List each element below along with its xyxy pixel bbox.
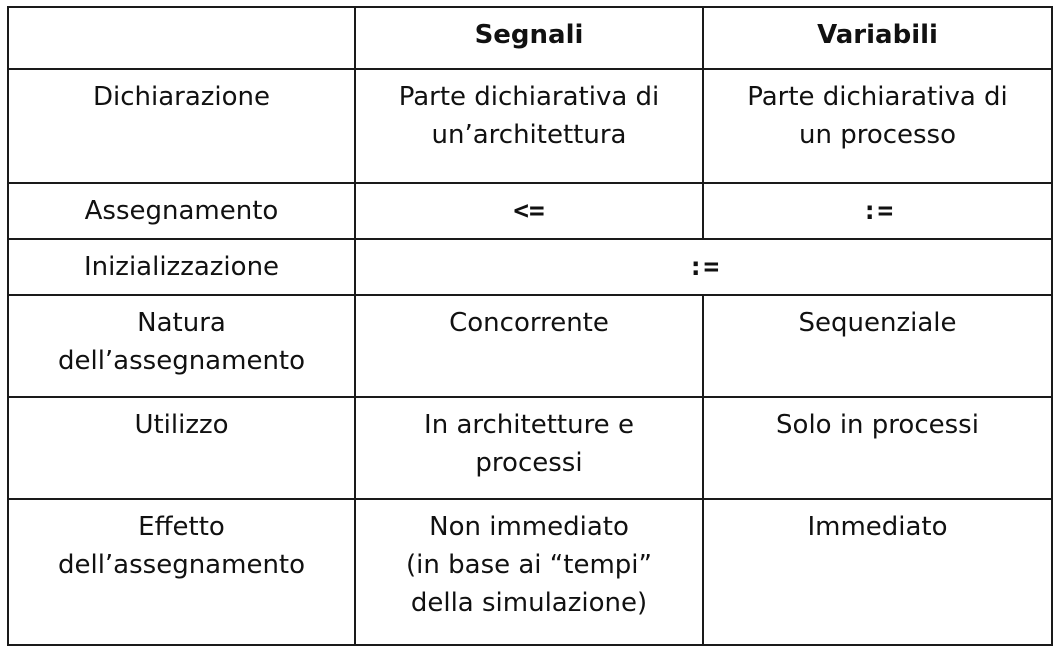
signals-effetto-line-3: della simulazione) [410, 588, 648, 618]
both-inizializzazione [355, 239, 1052, 295]
row-assegnamento [8, 183, 1052, 239]
signals-effetto [355, 499, 703, 645]
label-effetto-line-1: Effetto [138, 512, 225, 542]
signals-dichiarazione-line-1: Parte dichiarativa di [398, 82, 660, 112]
init-operator: := [687, 252, 720, 282]
label-natura [8, 295, 355, 397]
header-signals: Segnali [355, 7, 703, 69]
row-utilizzo [8, 397, 1052, 499]
variables-utilizzo: Solo in processi [703, 397, 1052, 499]
label-inizializzazione: Inizializzazione [8, 239, 355, 295]
signals-utilizzo-line-2: processi [475, 448, 583, 478]
variables-effetto: Immediato [703, 499, 1052, 645]
variables-dichiarazione-line-2: un processo [798, 120, 957, 150]
label-effetto [8, 499, 355, 645]
row-natura [8, 295, 1052, 397]
header-row [8, 7, 1052, 69]
row-effetto [8, 499, 1052, 645]
signals-effetto-line-1: Non immediato [429, 512, 629, 542]
label-natura-line-1: Natura [137, 308, 226, 338]
signals-natura: Concorrente [355, 295, 703, 397]
header-variables: Variabili [703, 7, 1052, 69]
label-utilizzo: Utilizzo [8, 397, 355, 499]
label-natura-line-2: dell’assegnamento [57, 346, 306, 376]
signals-assegnamento [355, 183, 703, 239]
variables-dichiarazione [703, 69, 1052, 183]
signal-assign-operator: <= [513, 196, 545, 226]
signals-effetto-line-2: (in base ai “tempi” [406, 550, 652, 580]
corner-cell [8, 7, 355, 69]
variables-natura: Sequenziale [703, 295, 1052, 397]
signals-dichiarazione [355, 69, 703, 183]
variables-dichiarazione-line-1: Parte dichiarativa di [747, 82, 1008, 112]
signals-utilizzo-line-1: In architetture e [424, 410, 634, 440]
variable-assign-operator: := [861, 196, 894, 226]
label-assegnamento: Assegnamento [8, 183, 355, 239]
signals-utilizzo [355, 397, 703, 499]
signals-vs-variables-table [7, 6, 1053, 646]
row-dichiarazione [8, 69, 1052, 183]
signals-dichiarazione-line-2: un’architettura [431, 120, 627, 150]
label-dichiarazione: Dichiarazione [8, 69, 355, 183]
label-effetto-line-2: dell’assegnamento [57, 550, 306, 580]
row-inizializzazione [8, 239, 1052, 295]
variables-assegnamento [703, 183, 1052, 239]
